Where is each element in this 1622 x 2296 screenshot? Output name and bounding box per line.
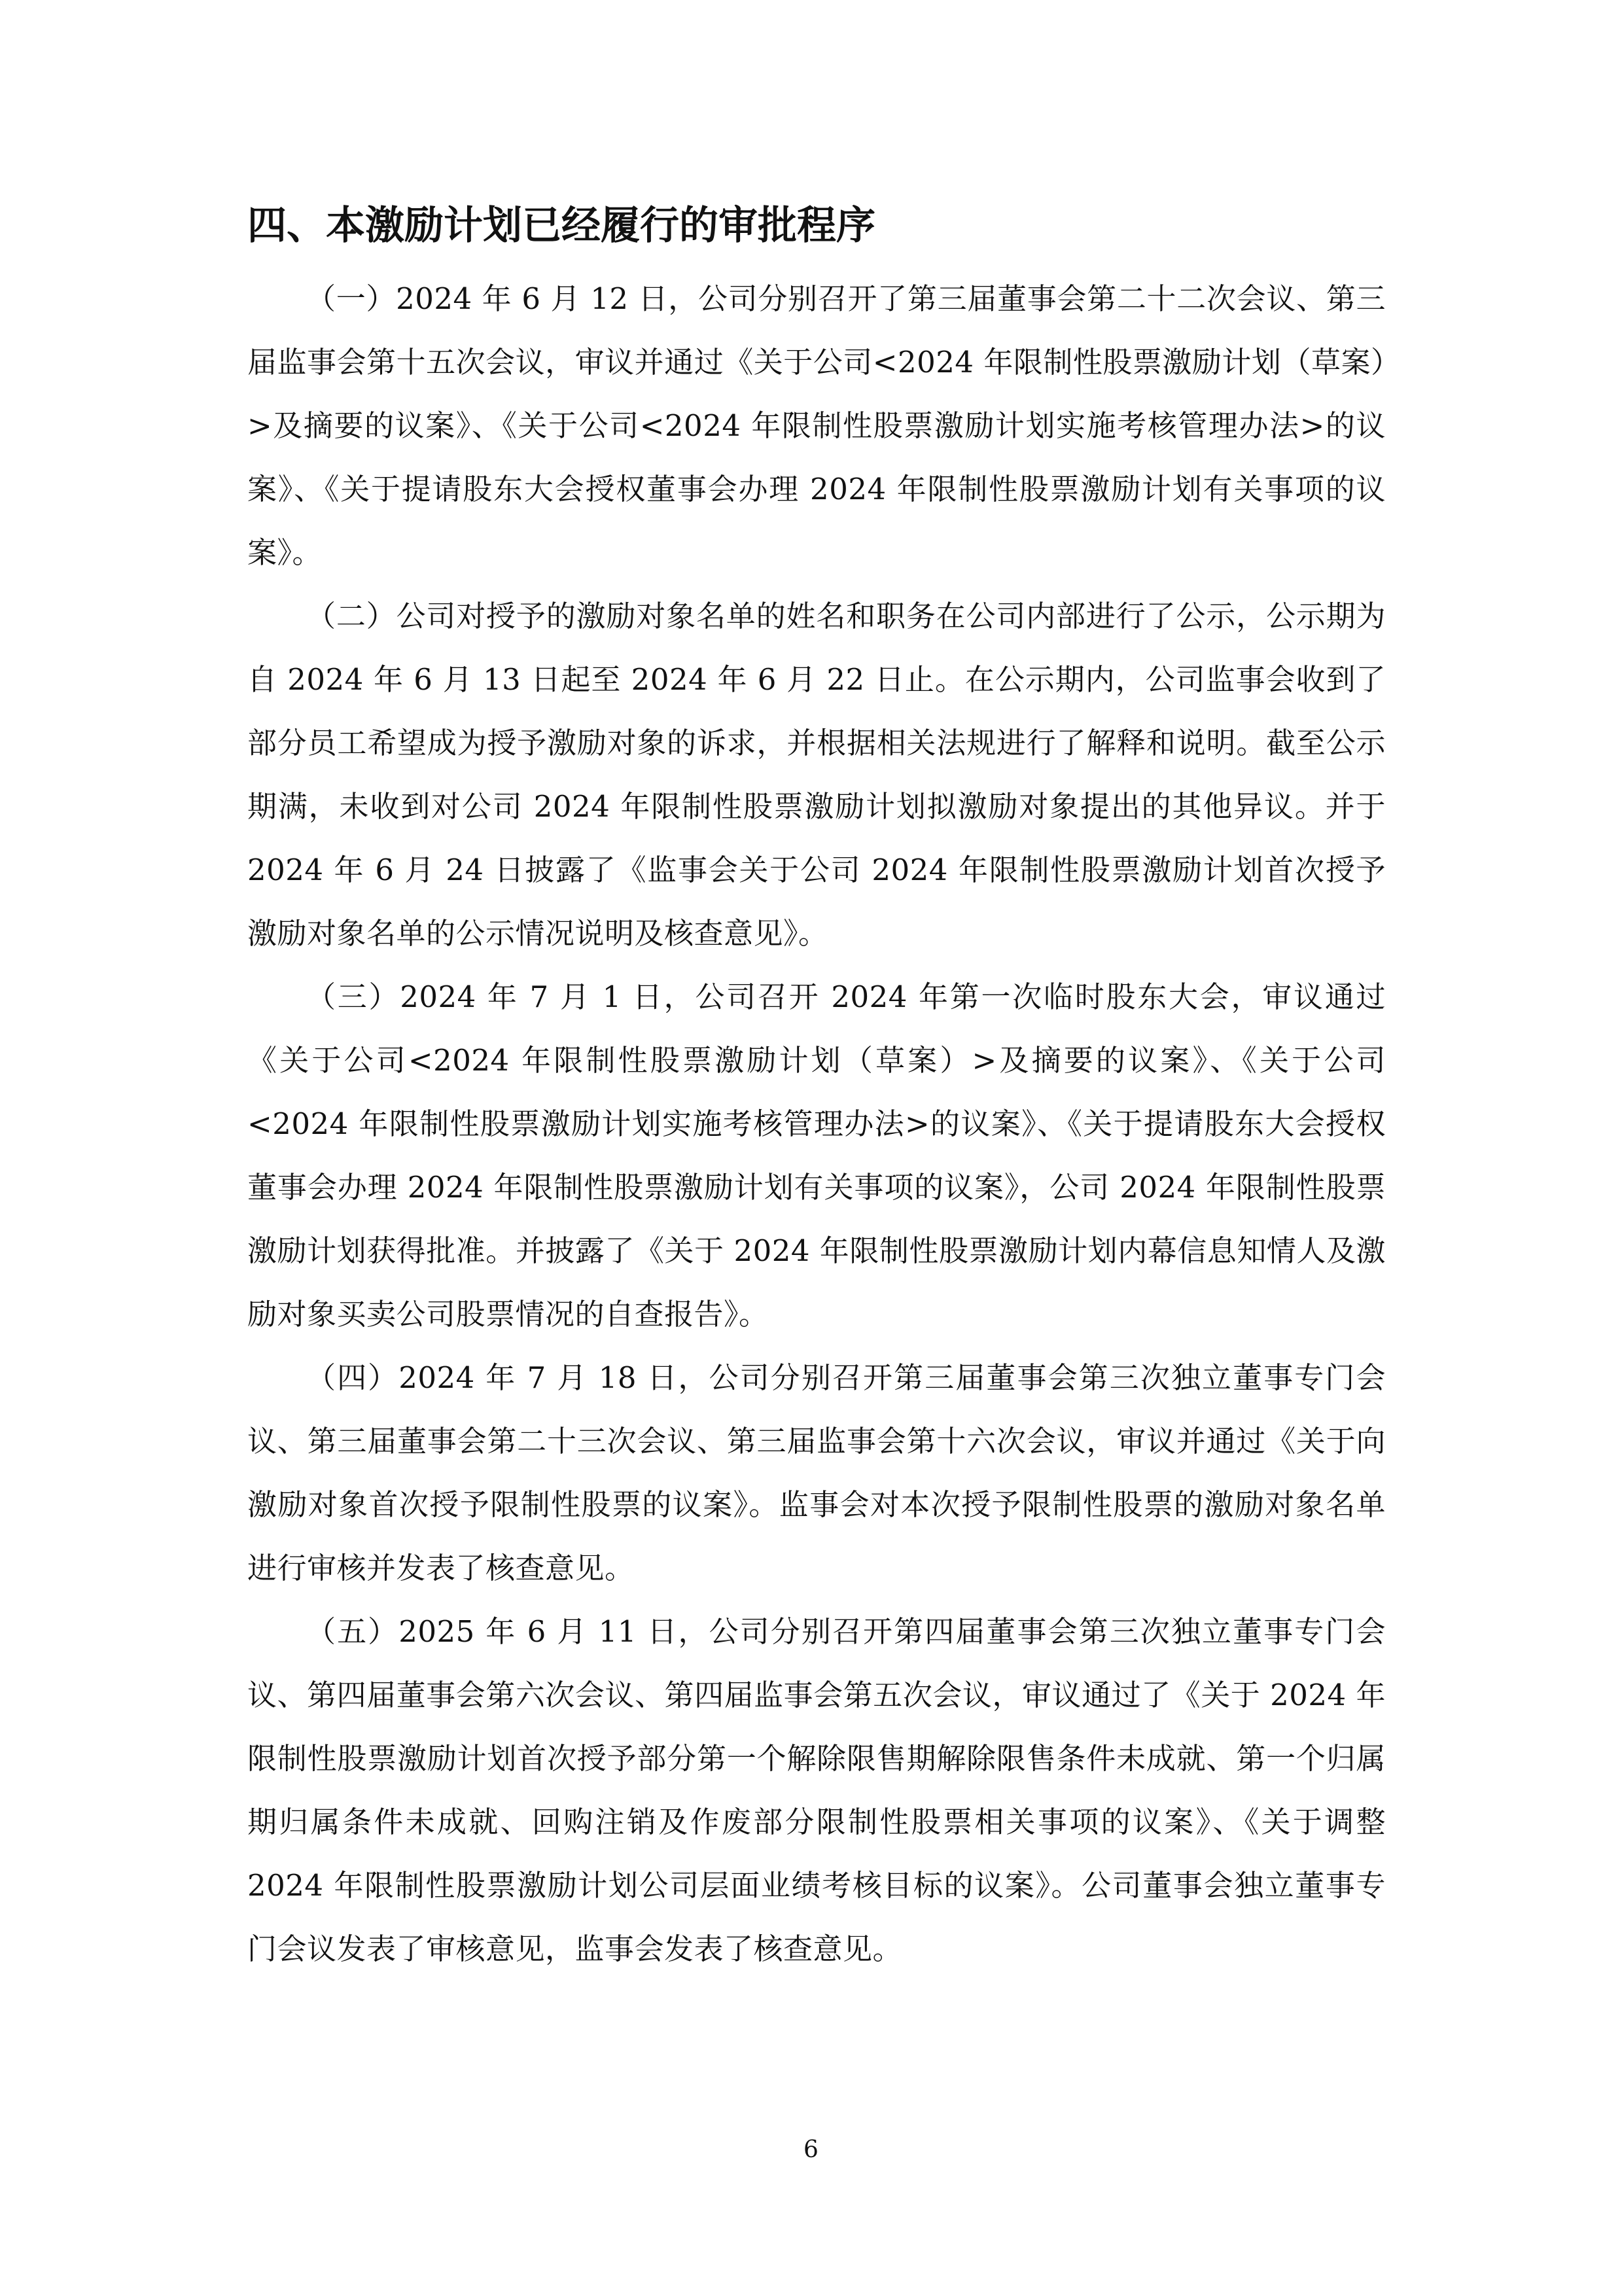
paragraph-1: （一）2024 年 6 月 12 日，公司分别召开了第三届董事会第二十二次会议、第三届监事会第十五次会议，审议并通过《关于公司<2024 年限制性股票激励计划（草案）>及摘要的议案》、《关于公司<2024 年限制性股票激励计划实施考核管理办法>的议案》、《关于提请股东大会授权董事会办理 2024 年限制性股票激励计划有关事项的议案》。	[247, 281, 1386, 570]
paragraph-4: （四）2024 年 7 月 18 日，公司分别召开第三届董事会第三次独立董事专门会议、第三届董事会第二十三次会议、第三届监事会第十六次会议，审议并通过《关于向激励对象首次授予限制性股票的议案》。监事会对本次授予限制性股票的激励对象名单进行审核并发表了核查意见。	[247, 1360, 1386, 1585]
paragraph-5: （五）2025 年 6 月 11 日，公司分别召开第四届董事会第三次独立董事专门会议、第四届董事会第六次会议、第四届监事会第五次会议，审议通过了《关于 2024 年限制性股票激励计划首次授予部分第一个解除限售期解除限售条件未成就、第一个归属期归属条件未成就、回购注销及作废部分限制性股票相关事项的议案》、《关于调整 2024 年限制性股票激励计划公司层面业绩考核目标的议案》。公司董事会独立董事专门会议发表了审核意见，监事会发表了核查意见。	[247, 1614, 1386, 1966]
paragraph-2: （二）公司对授予的激励对象名单的姓名和职务在公司内部进行了公示，公示期为自 2024 年 6 月 13 日起至 2024 年 6 月 22 日止。在公示期内，公司监事会收到了部分员工希望成为授予激励对象的诉求，并根据相关法规进行了解释和说明。截至公示期满，未收到对公司 2024 年限制性股票激励计划拟激励对象提出的其他异议。并于 2024 年 6 月 24 日披露了《监事会关于公司 2024 年限制性股票激励计划首次授予激励对象名单的公示情况说明及核查意见》。	[247, 599, 1386, 951]
paragraph-3: （三）2024 年 7 月 1 日，公司召开 2024 年第一次临时股东大会，审议通过《关于公司<2024 年限制性股票激励计划（草案）>及摘要的议案》、《关于公司<2024 年限制性股票激励计划实施考核管理办法>的议案》、《关于提请股东大会授权董事会办理 2024 年限制性股票激励计划有关事项的议案》，公司 2024 年限制性股票激励计划获得批准。并披露了《关于 2024 年限制性股票激励计划内幕信息知情人及激励对象买卖公司股票情况的自查报告》。	[247, 980, 1386, 1332]
section-title: 四、本激励计划已经履行的审批程序	[247, 203, 875, 249]
page-content	[247, 190, 1386, 1981]
page-number: 6	[803, 2136, 819, 2163]
